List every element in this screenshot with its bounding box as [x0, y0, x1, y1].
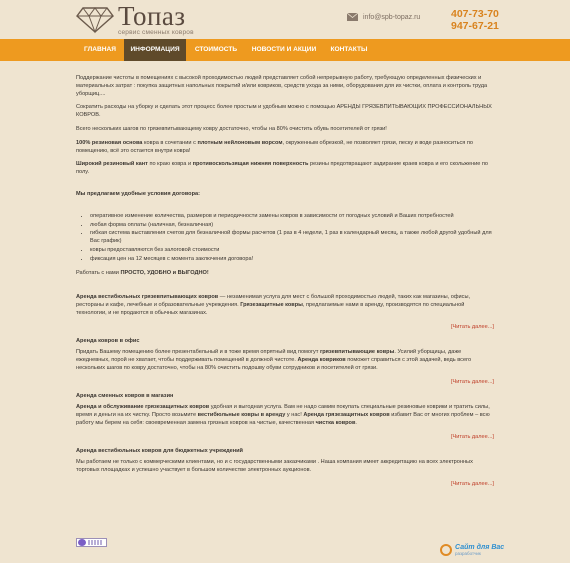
section-text: удобная и выгодная услуга. Вам не надо самим покупать специальные резиновые коврики и тратить силы, время и деньги на их чистку. Просто возьмите — [76, 404, 490, 419]
section-text: поможет справиться с этой задачей, ведь всего нескольких шагов по ковру достаточно, чтобы на 80% очистить подошву обуви сотрудников и посетителей от грязи. — [76, 357, 472, 371]
diamond-icon — [76, 4, 114, 34]
section-bold: Аренда и обслуживание грязезащитных ковров — [76, 404, 210, 411]
feature-paragraph-1 — [76, 140, 494, 156]
feature-paragraph-2 — [76, 161, 494, 177]
section-bold: Аренда грязезащитных ковров — [303, 412, 390, 419]
section-text: Придать Вашему помещению более презентабельный и в тоже время опрятный вид помогут — [76, 349, 320, 356]
section-text: . Усилий уборщицы, даже ежедневных, порой не хватает, чтобы поддерживать помещений в должной чистоте. — [76, 349, 462, 364]
section-budget: Мы работаем не только с коммерческими клиентами, но и с государственными заказчиками . Наша компания имеет аккредитацию на всех электронных торговых площадках и успешно участвует в большом количестве электронных аукционов. — [76, 459, 473, 474]
section-title-shop: Аренда сменных ковров в магазин — [76, 392, 174, 399]
read-more-link[interactable]: [Читать далее...] — [450, 433, 494, 440]
email-text[interactable]: info@spb-topaz.ru — [363, 13, 421, 21]
list-item: • гибкая система выставления счетов для безналичной формы расчетов (1 раз в 4 недели, 1 раз в календарный месяц, а также любой другой удобный для Вас график) — [90, 230, 494, 246]
work-bold: ПРОСТО, УДОБНО и ВЫГОДНО! — [120, 269, 209, 276]
read-more-link[interactable]: [Читать далее...] — [450, 378, 494, 385]
section-text: у нас! — [285, 412, 304, 419]
work-with-us — [76, 270, 494, 278]
conditions-title: Мы предлагаем удобные условия договора: — [76, 190, 200, 197]
phone-numbers — [451, 9, 499, 32]
main-content — [76, 75, 494, 495]
conditions-list — [90, 213, 494, 264]
nav-item-contacts[interactable]: КОНТАКТЫ — [330, 46, 368, 53]
email-contact[interactable] — [347, 13, 420, 21]
mail-icon — [347, 13, 358, 21]
main-nav — [0, 39, 570, 61]
visit-counter[interactable] — [76, 538, 107, 547]
section-bold: грязевпитывающие ковры — [319, 349, 395, 356]
feature-bold: плотным нейлоновым ворсом — [197, 139, 283, 146]
intro-paragraph-3: Всего нескольких шагов по грязевпитывающему ковру достаточно, чтобы на 80% очистить обувь посетителей от грязи! — [76, 125, 387, 132]
section-shop — [76, 404, 494, 427]
feature-text: ковра в сочетании с — [142, 139, 198, 146]
feature-text: , окруженным обрезкой, не позволяет грязи, песку и воде разноситься по помещению, всё это остается внутри ковра! — [76, 139, 474, 154]
section-office — [76, 349, 494, 372]
feature-text: резины предотвращают задирание краев ковра и его скольжение по полу. — [76, 161, 489, 176]
section-text: избавит Вас от многих проблем – всю работу мы берем на себя: своевременная замена грязных ковров на чистые, качественная — [76, 412, 490, 426]
developer-logo[interactable] — [440, 544, 504, 556]
nav-item-news[interactable]: НОВОСТИ И АКЦИИ — [251, 46, 317, 53]
nav-item-info[interactable]: ИНФОРМАЦИЯ — [124, 39, 186, 61]
counter-logo-icon — [78, 539, 86, 546]
phone-1: 407-73-70 — [451, 8, 499, 20]
nav-item-price[interactable]: СТОИМОСТЬ — [194, 46, 238, 53]
site-header — [0, 0, 570, 39]
section-text: , предлагаемые нами в аренду, производятся по специальной технологии, и не продаются в обычных магазинах. — [76, 302, 465, 316]
section-text: — незаменимая услуга для мест с большой проходимостью людей, таких как магазины, офисы, рестораны и кафе, лечебные и образовательные учреждения. — [76, 294, 471, 309]
section-bold: Аренда ковриков — [297, 357, 346, 364]
work-text: Работать с нами — [76, 269, 121, 276]
list-item: • оперативное изменение количества, размеров и периодичности замены ковров в зависимости от погодных условий и Ваших потребностей — [90, 213, 494, 221]
list-item: • фиксация цен на 12 месяцев с момента заключения договора! — [90, 256, 494, 264]
logo[interactable] — [76, 1, 194, 36]
feature-bold: Широкий резиновый кант — [76, 161, 148, 168]
intro-paragraph: Поддержание чистоты в помещениях с высокой проходимостью людей представляет собой непрерывную работу, требующую определенных физических и материальных затрат : покупка защитных напольных покрытий и/или ковриков, средств ухода за ними, оборудования для их чистки, оплата и контроль труда уборщиц.... — [76, 75, 488, 97]
list-item: • любая форма оплаты (наличная, безналичная) — [90, 222, 494, 230]
section-title-budget: Аренда вестибюльных ковров для бюджетных учреждений — [76, 447, 243, 454]
section-vestibule — [76, 294, 494, 317]
logo-title: Топаз — [118, 1, 186, 31]
logo-subtitle: сервис сменных ковров — [118, 29, 194, 36]
phone-2: 947-67-21 — [451, 19, 499, 32]
section-bold: вестибюльные ковры в аренду — [197, 412, 286, 419]
list-item: • ковры предоставляются без залоговой стоимости — [90, 247, 494, 255]
feature-bold: противоскользящая нижняя поверхность — [192, 161, 309, 168]
section-title-office: Аренда ковров в офис — [76, 337, 140, 344]
section-bold: Грязезащитные ковры — [240, 302, 303, 309]
feature-bold: 100% резиновая основа — [76, 139, 143, 146]
developer-subtitle: разработчик — [455, 551, 481, 556]
globe-icon — [440, 544, 452, 556]
feature-text: по краю ковра и — [147, 161, 193, 168]
section-bold: чистка ковров — [315, 419, 356, 426]
section-bold: Аренда вестибюльных грязевпитывающих ковров — [76, 294, 219, 301]
read-more-link[interactable]: [Читать далее...] — [450, 323, 494, 330]
section-text: . — [355, 419, 357, 426]
nav-item-home[interactable]: ГЛАВНАЯ — [84, 46, 116, 53]
read-more-link[interactable]: [Читать далее...] — [450, 480, 494, 487]
developer-name: Сайт для Вас — [455, 544, 505, 551]
intro-paragraph-2: Сократить расходы на уборку и сделать этот процесс более простым и удобным можно с помощью АРЕНДЫ ГРЯЗЕВПИТЫВАЮЩИХ ПРОФЕССИОНАЛЬНЫХ КОВРОВ. — [76, 104, 492, 119]
